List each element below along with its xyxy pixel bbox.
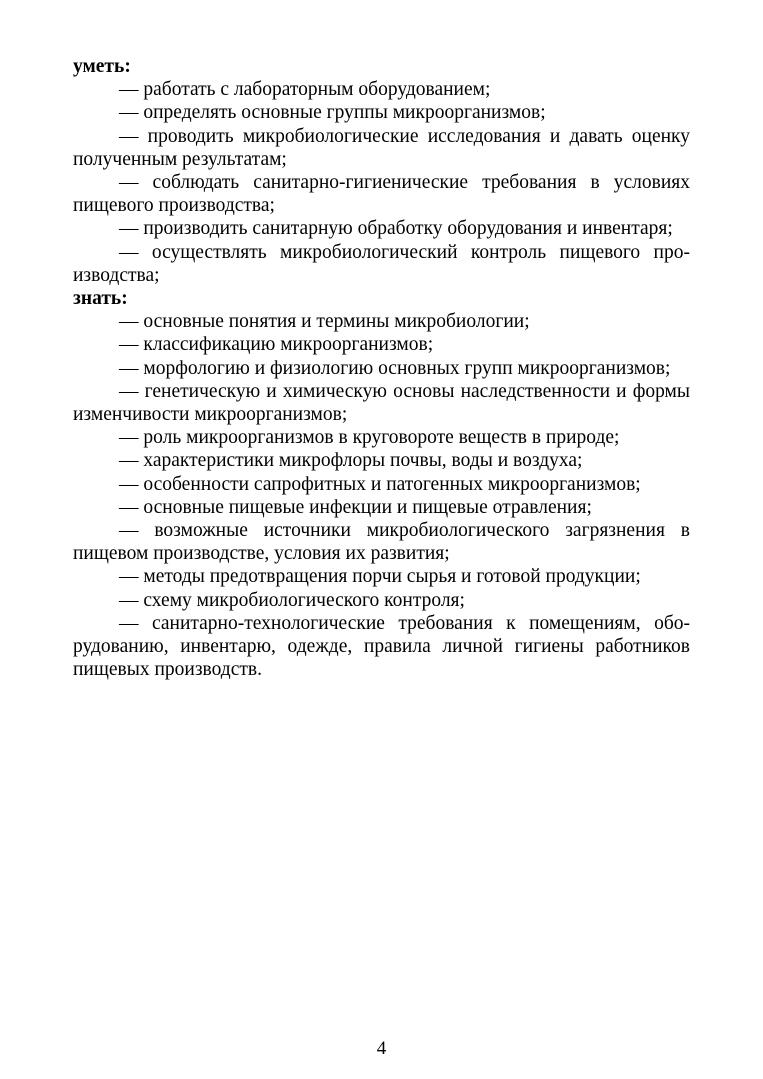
list-item: — особенности сапрофитных и патогенных микроорганизмов; xyxy=(119,473,641,495)
page-number: 4 xyxy=(376,1038,387,1059)
list-item: — генетическую и химическую основы наследственности и формы изменчивости микроорганизмов; xyxy=(73,380,690,426)
list-item: — проводить микробиологические исследования и давать оценку полученным результатам; xyxy=(73,125,690,170)
list-item: — работать с лабораторным оборудованием; xyxy=(119,79,491,101)
list-item: — основные понятия и термины микробиологии; xyxy=(119,311,530,333)
list-item: — соблюдать санитарно-гигиенические требования в условиях пищевого производства; xyxy=(73,172,690,217)
list-item: — осуществлять микробиологический контроль пищевого производства; xyxy=(73,241,690,286)
page-content xyxy=(73,55,690,681)
section-heading-skills: уметь: xyxy=(73,56,131,77)
list-item: — возможные источники микробиологического загрязнения в пищевом производстве, условия их развития; xyxy=(73,520,690,565)
section-heading-knowledge: знать: xyxy=(73,288,128,310)
list-item: — производить санитарную обработку оборудования и инвентаря; xyxy=(119,218,673,240)
list-item: — классификацию микроорганизмов; xyxy=(119,334,434,356)
list-item: — морфологию и физиологию основных групп микроорганизмов; xyxy=(119,357,671,379)
list-item: — методы предотвращения порчи сырья и готовой продукции; xyxy=(119,566,641,588)
list-item: — основные пищевые инфекции и пищевые отравления; xyxy=(119,496,592,518)
list-item: — схему микробиологического контроля; xyxy=(119,589,465,611)
list-item: — роль микроорганизмов в круговороте веществ в природе; xyxy=(119,427,620,449)
list-item: — санитарно-технологические требования к помещениям, оборудованию, инвентарю, одежде, правила личной гигиены работников пищевых производств. xyxy=(73,612,690,681)
list-item: — определять основные группы микроорганизмов; xyxy=(119,102,546,124)
list-item: — характеристики микрофлоры почвы, воды и воздуха; xyxy=(119,450,583,472)
